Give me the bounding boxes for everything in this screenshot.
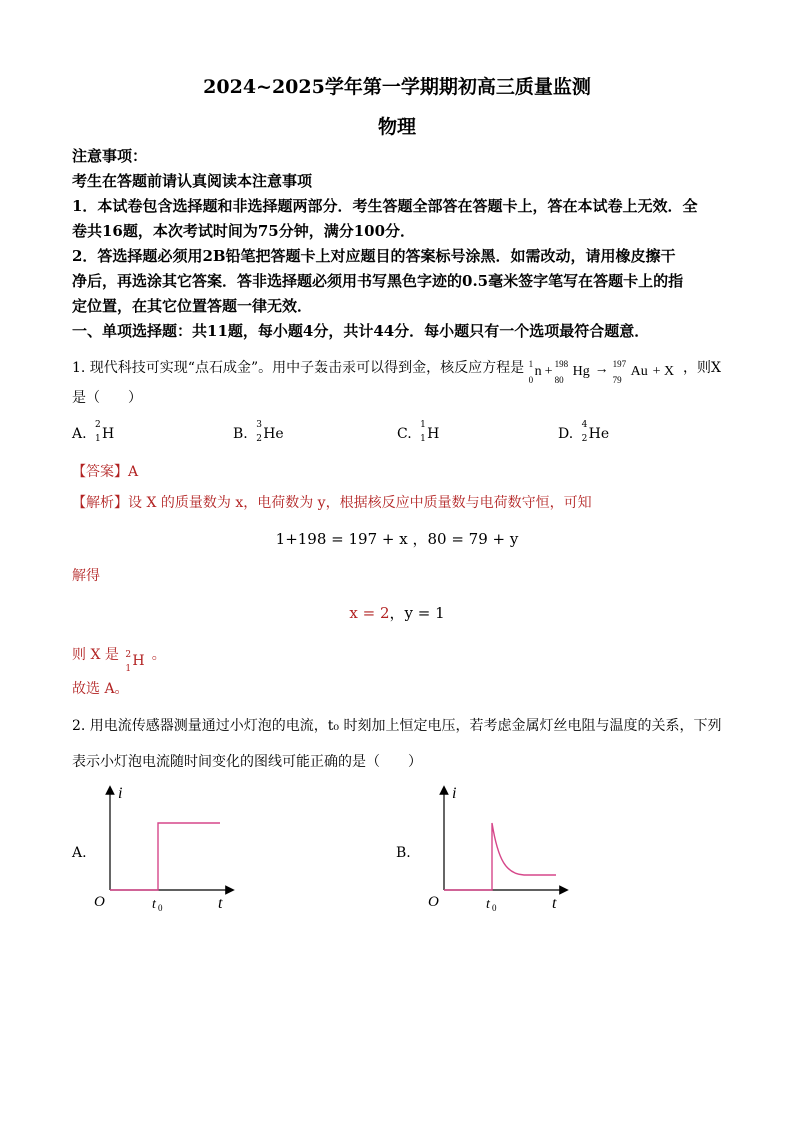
equation-result: x = 2，y = 1 — [349, 604, 445, 622]
section-heading: 一、单项选择题：共11题，每小题4分，共计44分．每小题只有一个选项最符合题意． — [72, 322, 650, 340]
question-1-stem — [72, 354, 721, 385]
solve-label: 解得 — [72, 568, 100, 584]
exam-title: 2024~2025学年第一学期期初高三质量监测 — [203, 76, 591, 98]
notice-2-line-2: 净后，再选涂其它答案．答非选择题必须用书写黑色字迹的0.5毫米签字笔写在答题卡上的指 — [72, 272, 684, 290]
nuclear-equation: 1 0 n + 198 80 Hg → 197 79 Au + X — [528, 359, 675, 385]
question-1-stem-end: 是（ ） — [72, 390, 142, 406]
option-a[interactable]: A. 2 1 H — [72, 420, 115, 444]
answer-label: 【答案】A — [72, 464, 139, 480]
graph-b-t-label: t — [552, 895, 557, 912]
graph-a-t0-label: t — [152, 897, 156, 912]
notice-1-line-2: 卷共16题，本次考试时间为75分钟，满分100分． — [72, 222, 416, 240]
question-1-stem-text: 1. 现代科技可实现“点石成金”。用中子轰击汞可以得到金，核反应方程是 — [72, 360, 525, 376]
option-c[interactable]: C. 1 1 H — [397, 420, 440, 444]
final-choice: 故选 A。 — [72, 681, 129, 697]
graph-a-curve — [110, 823, 220, 890]
analysis-text: 设 X 的质量数为 x，电荷数为 y，根据核反应中质量数与电荷数守恒，可知 — [128, 495, 592, 511]
option-d[interactable]: D. 4 2 He — [558, 420, 610, 444]
graph-b-label[interactable]: B. — [396, 845, 411, 861]
graph-b[interactable] — [424, 780, 584, 915]
analysis-tag: 【解析】 — [72, 495, 128, 511]
analysis — [72, 489, 592, 517]
graph-a-label[interactable]: A. — [72, 845, 87, 861]
question-1-stem-tail: ，则X — [683, 360, 721, 376]
graph-a-t0-sub: 0 — [158, 903, 163, 913]
graph-b-t0-label: t — [486, 897, 490, 912]
graph-b-origin: O — [428, 894, 439, 910]
notice-1-line-1: 1．本试卷包含选择题和非选择题两部分．考生答题全部答在答题卡上，答在本试卷上无效．全 — [72, 197, 698, 215]
subject-title: 物理 — [377, 116, 416, 138]
equation-conservation: 1+198 = 197 + x ，80 = 79 + y — [275, 530, 519, 548]
graph-a-origin: O — [94, 894, 105, 910]
notice-heading: 注意事项： — [72, 147, 148, 165]
graph-b-i-label: i — [452, 785, 457, 802]
graph-a[interactable] — [90, 780, 250, 915]
notice-2-line-3: 定位置，在其它位置答题一律无效． — [72, 297, 313, 315]
graph-a-i-label: i — [118, 785, 123, 802]
option-b[interactable]: B. 3 2 He — [233, 420, 284, 444]
question-2-line-1: 2. 用电流传感器测量通过小灯泡的电流，t₀ 时刻加上恒定电压，若考虑金属灯丝电阻与温度的关系，下列 — [72, 718, 722, 734]
conclusion: 则 X 是 2 1 H 。 — [72, 647, 166, 674]
graph-a-t-label: t — [218, 895, 223, 912]
notice-2-line-1: 2．答选择题必须用2B铅笔把答题卡上对应题目的答案标号涂黑．如需改动，请用橡皮擦干 — [72, 247, 676, 265]
notice-sub: 考生在答题前请认真阅读本注意事项 — [72, 172, 313, 190]
graph-b-t0-sub: 0 — [492, 903, 497, 913]
question-2-line-2: 表示小灯泡电流随时间变化的图线可能正确的是（ ） — [72, 754, 422, 770]
graph-b-curve — [444, 823, 556, 890]
